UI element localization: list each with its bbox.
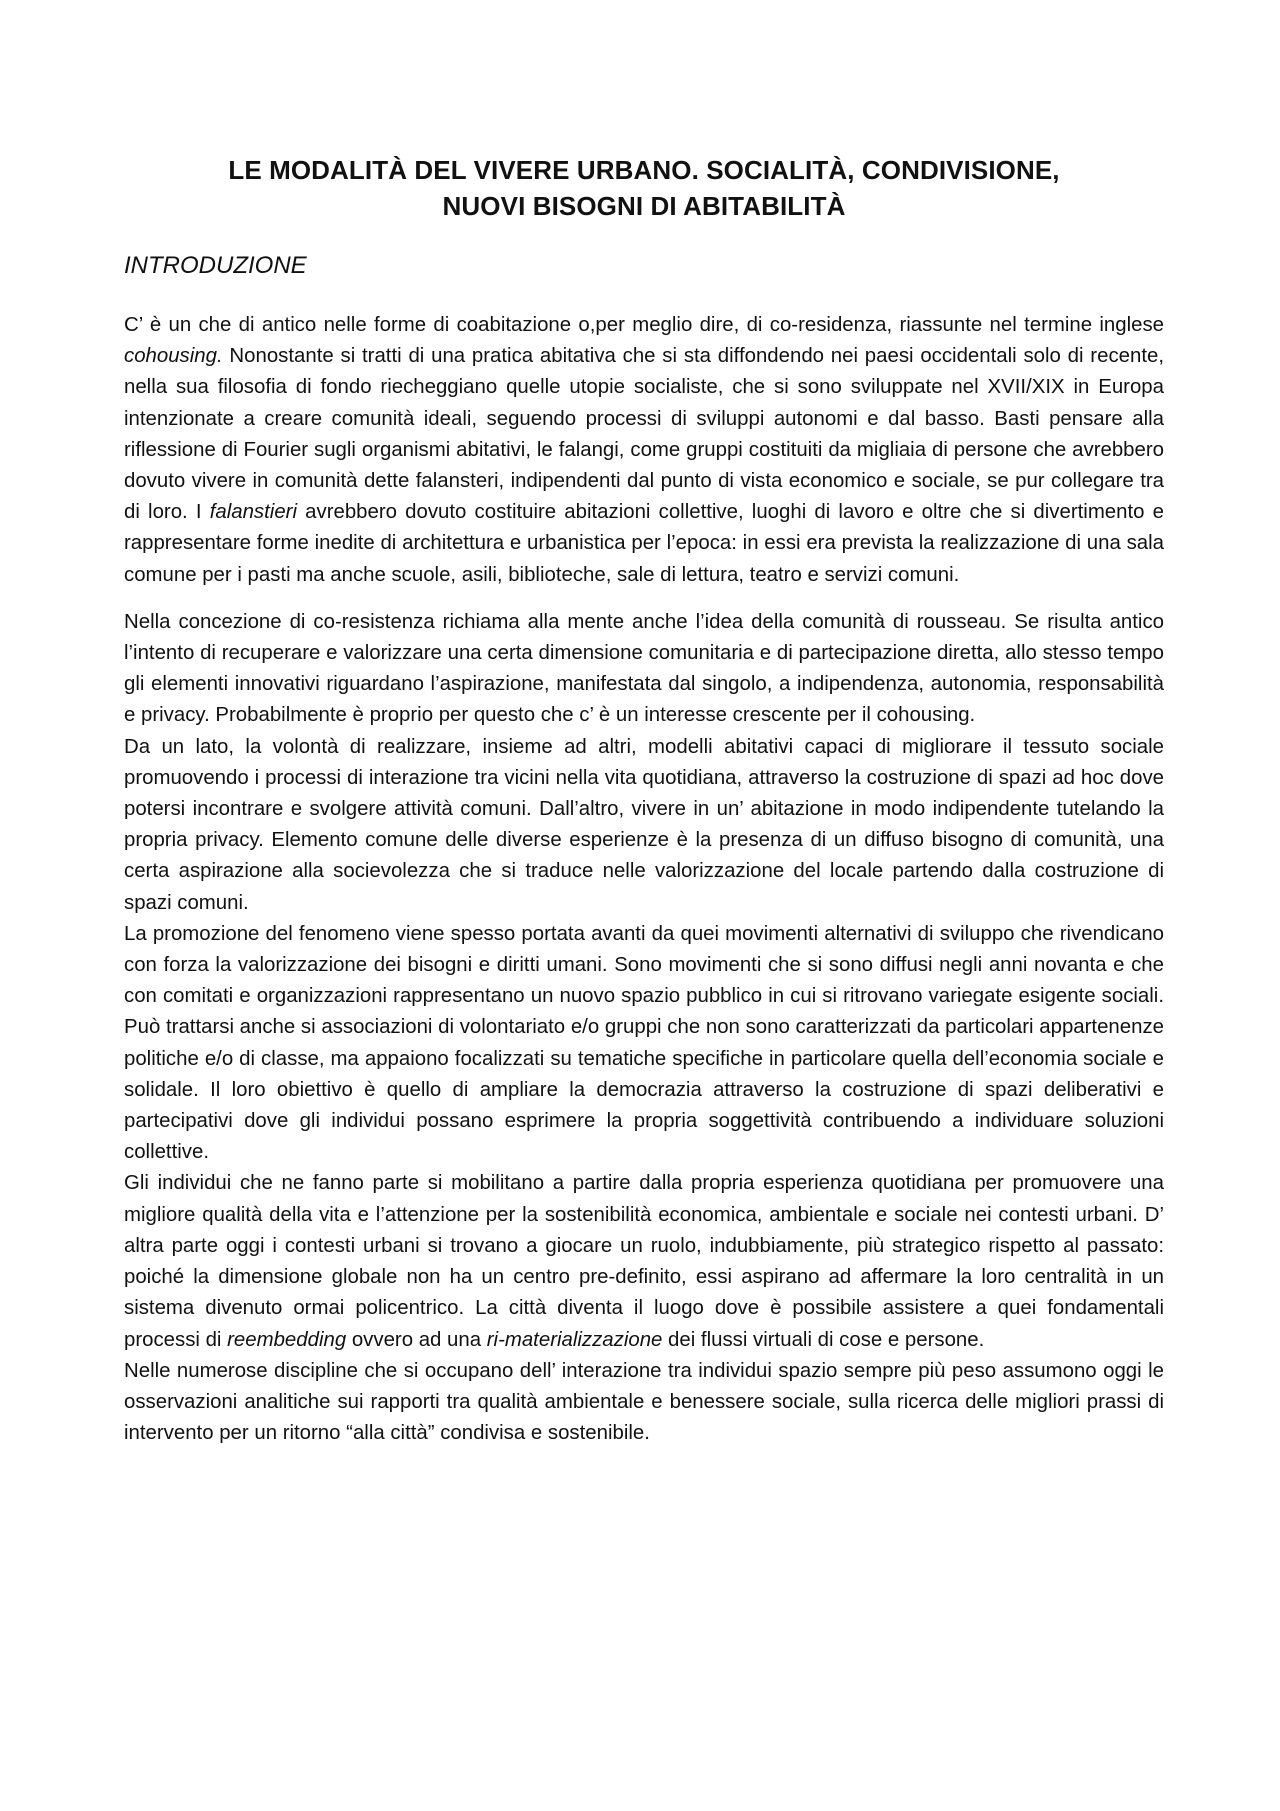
term-cohousing: cohousing. xyxy=(124,345,223,368)
section-heading: INTRODUZIONE xyxy=(124,252,307,279)
title-line-2: NUOVI BISOGNI DI ABITABILITÀ xyxy=(442,191,846,221)
term-ri-materializzazione: ri-materializzazione xyxy=(486,1328,663,1351)
paragraph-5: Gli individui che ne fanno parte si mobilitano a partire dalla propria esperienza quotidiana per promuovere una migliore qualità della vita e l’attenzione per la sostenibilità economica, ambientale e sociale nei contesti urbani. D’ altra parte oggi i contesti urbani si trovano a giocare un ruolo, indubbiamente, più strategico rispetto al passato: poiché la dimensione globale non ha un centro pre-definito, essi aspirano ad affermare la loro centralità in un sistema divenuto ormai policentrico. La città diventa il luogo dove è possibile assistere a quei fondamentali processi di reembedding ovvero ad una ri-materializzazione dei flussi virtuali di cose e persone. xyxy=(124,1172,1164,1351)
term-falanstieri: falanstieri xyxy=(209,501,297,524)
document-page xyxy=(124,0,1164,1449)
title-line-1: LE MODALITÀ DEL VIVERE URBANO. SOCIALITÀ, CONDIVISIONE, xyxy=(228,155,1060,185)
paragraph-6: Nelle numerose discipline che si occupano dell’ interazione tra individui spazio sempre più peso assumono oggi le osservazioni analitiche sui rapporti tra qualità ambientale e benessere sociale, sulla ricerca delle migliori prassi di intervento per un ritorno “alla città” condivisa e sostenibile. xyxy=(124,1359,1164,1445)
document-title xyxy=(124,152,1164,224)
paragraph-2: Nella concezione di co-resistenza richiama alla mente anche l’idea della comunità di rousseau. Se risulta antico l’intento di recuperare e valorizzare una certa dimensione comunitaria e di partecipazione diretta, allo stesso tempo gli elementi innovativi riguardano l’aspirazione, manifestata dal singolo, a indipendenza, autonomia, responsabilità e privacy. Probabilmente è proprio per questo che c’ è un interesse crescente per il cohousing. xyxy=(124,610,1164,727)
paragraph-1: C’ è un che di antico nelle forme di coabitazione o,per meglio dire, di co-residenza, riassunte nel termine inglese cohousing. Nonostante si tratti di una pratica abitativa che si sta diffondendo nei paesi occidentali solo di recente, nella sua filosofia di fondo riecheggiano quelle utopie socialiste, che si sono sviluppate nel XVII/XIX in Europa intenzionate a creare comunità ideali, seguendo processi di sviluppi autonomi e dal basso. Basti pensare alla riflessione di Fourier sugli organismi abitativi, le falangi, come gruppi costituiti da migliaia di persone che avrebbero dovuto vivere in comunità dette falansteri, indipendenti dal punto di vista economico e sociale, se pur collegare tra di loro. I falanstieri avrebbero dovuto costituire abitazioni collettive, luoghi di lavoro e oltre che si divertimento e rappresentare forme inedite di architettura e urbanistica per l’epoca: in essi era prevista la realizzazione di una sala comune per i pasti ma anche scuole, asili, biblioteche, sale di lettura, teatro e servizi comuni. xyxy=(124,314,1164,586)
paragraph-3: Da un lato, la volontà di realizzare, insieme ad altri, modelli abitativi capaci di migliorare il tessuto sociale promuovendo i processi di interazione tra vicini nella vita quotidiana, attraverso la costruzione di spazi ad hoc dove potersi incontrare e svolgere attività comuni. Dall’altro, vivere in un’ abitazione in modo indipendente tutelando la propria privacy. Elemento comune delle diverse esperienze è la presenza di un diffuso bisogno di comunità, una certa aspirazione alla socievolezza che si traduce nelle valorizzazione del locale partendo dalla costruzione di spazi comuni. xyxy=(124,735,1164,914)
term-reembedding: reembedding xyxy=(227,1328,347,1351)
paragraph-4: La promozione del fenomeno viene spesso portata avanti da quei movimenti alternativi di sviluppo che rivendicano con forza la valorizzazione dei bisogni e diritti umani. Sono movimenti che si sono diffusi negli anni novanta e che con comitati e organizzazioni rappresentano un nuovo spazio pubblico in cui si ritrovano variegate esigente sociali. Può trattarsi anche si associazioni di volontariato e/o gruppi che non sono caratterizzati da particolari appartenenze politiche e/o di classe, ma appaiono focalizzati su tematiche specifiche in particolare quella dell’economia sociale e solidale. Il loro obiettivo è quello di ampliare la democrazia attraverso la costruzione di spazi deliberativi e partecipativi dove gli individui possano esprimere la propria soggettività contribuendo a individuare soluzioni collettive. xyxy=(124,922,1164,1164)
